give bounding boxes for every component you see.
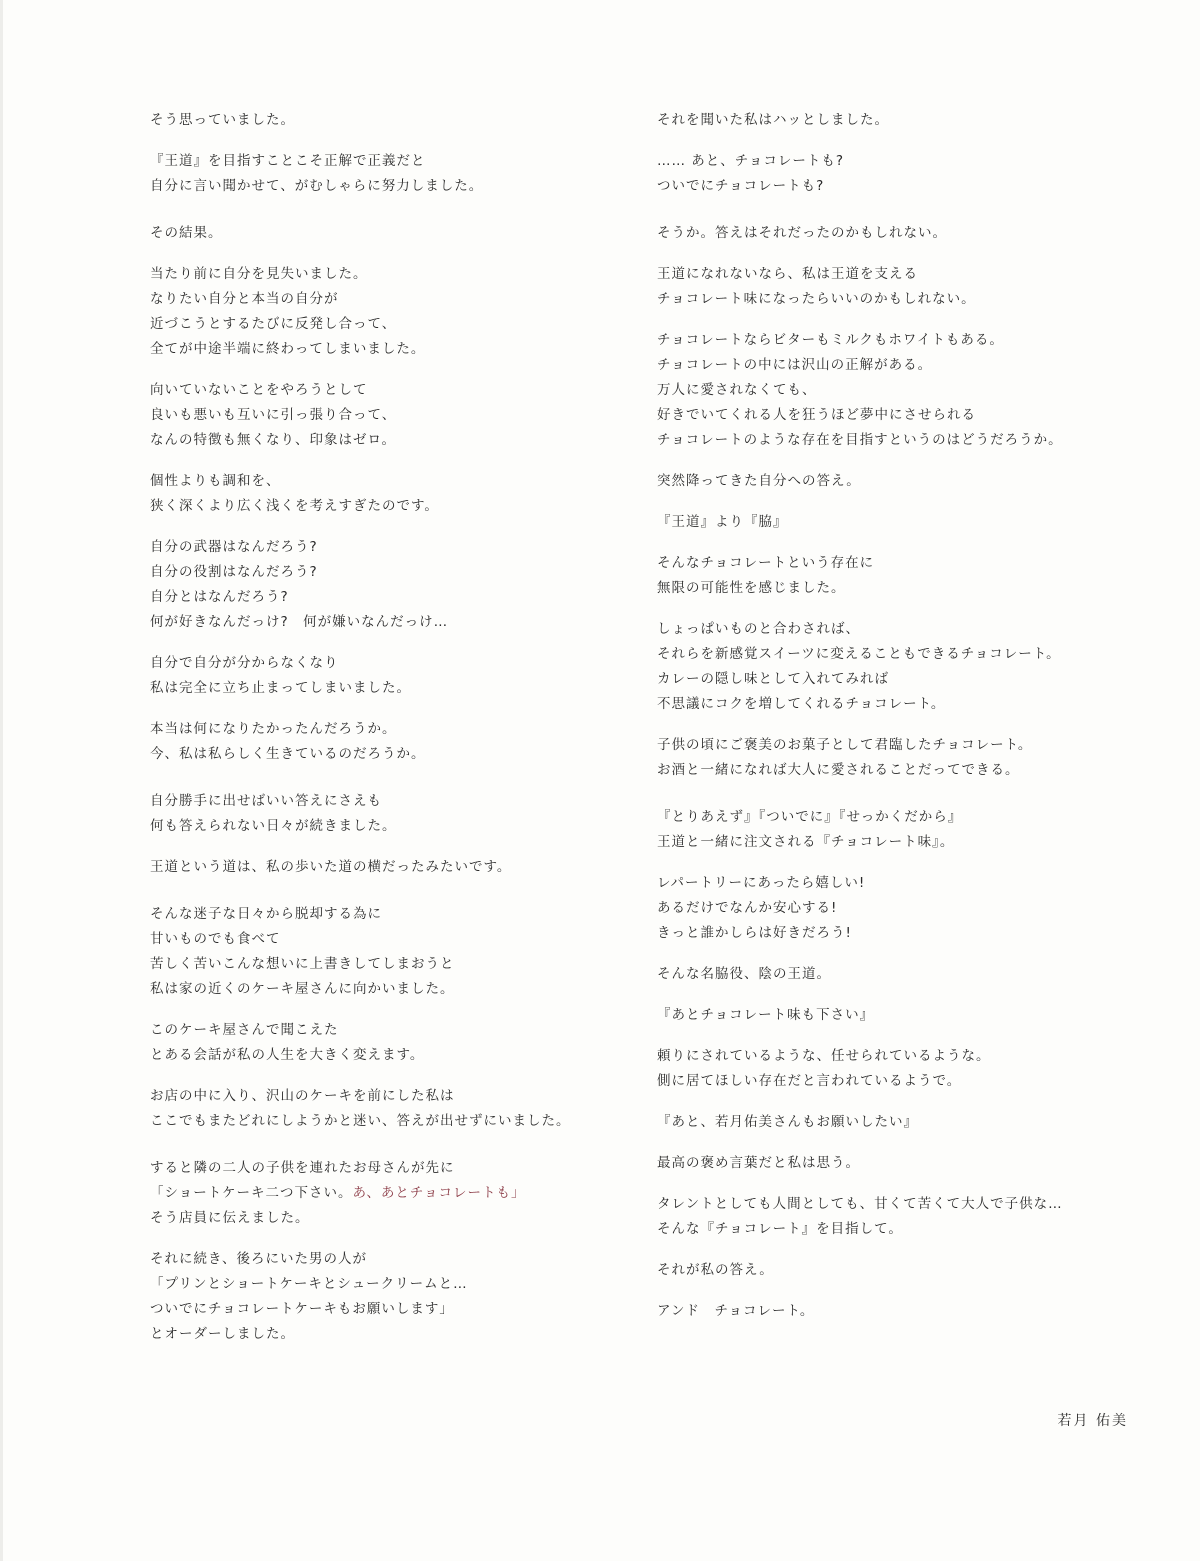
text-line: 「プリンとショートケーキとシュークリームと… (150, 1276, 468, 1292)
paragraph (150, 535, 640, 635)
text-line: チョコレートの中には沢山の正解がある。 (657, 357, 933, 373)
paragraph (657, 328, 1137, 453)
text-line: それに続き、後ろにいた男の人が (150, 1251, 367, 1267)
text-line: 私は完全に立ち止まってしまいました。 (150, 680, 411, 696)
text-line: 『王道』を目指すことこそ正解で正義だと (150, 153, 426, 169)
text-line: ここでもまたどれにしようかと迷い、答えが出せずにいました。 (150, 1113, 571, 1129)
text-line: 向いていないことをやろうとして (150, 382, 368, 398)
text-line: 私は家の近くのケーキ屋さんに向かいました。 (150, 981, 455, 997)
paragraph (657, 262, 1137, 312)
text-line: チョコレートならビターもミルクもホワイトもある。 (657, 332, 1004, 348)
paragraph (150, 855, 640, 880)
text-line: それを聞いた私はハッとしました。 (657, 112, 889, 128)
text-line: 近づこうとするたびに反発し合って、 (150, 316, 397, 332)
paragraph (657, 805, 1137, 855)
text-line: お酒と一緒になれば大人に愛されることだってできる。 (657, 762, 1020, 778)
paragraph (150, 902, 640, 1002)
text-line: チョコレートのような存在を目指すというのはどうだろうか。 (657, 432, 1063, 448)
text-line: 自分で自分が分からなくなり (150, 655, 339, 671)
text-line: 全てが中途半端に終わってしまいました。 (150, 341, 426, 357)
text-line: 『あとチョコレート味も下さい』 (657, 1007, 875, 1023)
text-line: 無限の可能性を感じました。 (657, 580, 846, 596)
text-line: 好きでいてくれる人を狂うほど夢中にさせられる (657, 407, 976, 423)
text-line: チョコレート味になったらいいのかもしれない。 (657, 291, 976, 307)
paragraph (657, 1044, 1137, 1094)
paragraph (150, 378, 640, 453)
paragraph (150, 108, 640, 133)
text-line: 良いも悪いも互いに引っ張り合って、 (150, 407, 397, 423)
text-line: 自分勝手に出せばいい答えにさえも (150, 793, 382, 809)
text-line: とある会話が私の人生を大きく変えます。 (150, 1047, 425, 1063)
text-line: そんなチョコレートという存在に (657, 555, 875, 571)
text-line: それらを新感覚スイーツに変えることもできるチョコレート。 (657, 646, 1061, 662)
paragraph (657, 469, 1137, 494)
paragraph (150, 221, 640, 246)
paragraph (657, 617, 1137, 717)
paragraph (150, 149, 640, 199)
text-line: 自分とはなんだろう? (150, 589, 289, 605)
text-line: 今、私は私らしく生きているのだろうか。 (150, 746, 426, 762)
text-line: アンド チョコレート。 (657, 1303, 815, 1319)
paragraph (150, 262, 640, 362)
paragraph (150, 789, 640, 839)
paragraph (657, 962, 1137, 987)
text-line: きっと誰かしらは好きだろう! (657, 925, 852, 941)
text-line: あるだけでなんか安心する! (657, 900, 838, 916)
text-line: 甘いものでも食べて (150, 931, 281, 947)
text-line: そんな迷子な日々から脱却する為に (150, 906, 382, 922)
paragraph (657, 1192, 1137, 1242)
text-line: 自分の武器はなんだろう? (150, 539, 318, 555)
paragraph (657, 871, 1137, 946)
text-line: 頼りにされているような、任せられているような。 (657, 1048, 991, 1064)
paragraph (657, 149, 1137, 199)
text-line: そうか。答えはそれだったのかもしれない。 (657, 225, 947, 241)
text-line: 不思議にコクを増してくれるチョコレート。 (657, 696, 946, 712)
paragraph (657, 1110, 1137, 1135)
text-line: 自分の役割はなんだろう? (150, 564, 318, 580)
paragraph (150, 469, 640, 519)
paragraph (657, 1151, 1137, 1176)
text-line: 本当は何になりたかったんだろうか。 (150, 721, 397, 737)
paragraph (657, 1299, 1137, 1324)
text-line: 苦しく苦いこんな想いに上書きしてしまおうと (150, 956, 455, 972)
text-line: お店の中に入り、沢山のケーキを前にした私は (150, 1088, 455, 1104)
text-line: 『とりあえず』『ついでに』『せっかくだから』 (657, 809, 963, 825)
left-column (150, 108, 640, 1363)
text-line: 狭く深くより広く浅くを考えすぎたのです。 (150, 498, 439, 514)
text-line: 当たり前に自分を見失いました。 (150, 266, 368, 282)
text-line: レパートリーにあったら嬉しい! (657, 875, 866, 891)
text-line: 王道になれないなら、私は王道を支える (657, 266, 918, 282)
text-line: しょっぱいものと合わされば、 (657, 621, 860, 637)
text-line: その結果。 (150, 225, 223, 241)
paragraph (657, 510, 1137, 535)
text-line: ついでにチョコレートケーキもお願いします」 (150, 1301, 454, 1317)
text-line: このケーキ屋さんで聞こえた (150, 1022, 339, 1038)
text-line: 王道という道は、私の歩いた道の横だったみたいです。 (150, 859, 512, 875)
paragraph (657, 1003, 1137, 1028)
text-line: カレーの隠し味として入れてみれば (657, 671, 889, 687)
highlighted-quote: あ、あとチョコレートも」 (352, 1185, 526, 1201)
text-line: なんの特徴も無くなり、印象はゼロ。 (150, 432, 396, 448)
text-line: 子供の頃にご褒美のお菓子として君臨したチョコレート。 (657, 737, 1033, 753)
page-edge (0, 0, 3, 1561)
text-line: すると隣の二人の子供を連れたお母さんが先に (150, 1160, 455, 1176)
text-line: 側に居てほしい存在だと言われているようで。 (657, 1073, 962, 1089)
text-line: そんな『チョコレート』を目指して。 (657, 1221, 903, 1237)
text-line: 自分に言い聞かせて、がむしゃらに努力しました。 (150, 178, 484, 194)
paragraph (657, 221, 1137, 246)
text-line: …… あと、チョコレートも? (657, 153, 845, 169)
paragraph (657, 1258, 1137, 1283)
text-line: 何が好きなんだっけ? 何が嫌いなんだっけ… (150, 614, 449, 630)
paragraph (150, 1084, 640, 1134)
text-line: 「ショートケーキ二つ下さい。あ、あとチョコレートも」 (150, 1185, 526, 1201)
text-line: 万人に愛されなくても、 (657, 382, 817, 398)
paragraph (150, 1018, 640, 1068)
author-signature: 若月 佑美 (1057, 1413, 1128, 1429)
paragraph (657, 551, 1137, 601)
paragraph (150, 1247, 640, 1347)
text-line: 突然降ってきた自分への答え。 (657, 473, 861, 489)
text-line: そう思っていました。 (150, 112, 295, 128)
text-line: そう店員に伝えました。 (150, 1210, 310, 1226)
text-line: ついでにチョコレートも? (657, 178, 825, 194)
text-line: 『あと、若月佑美さんもお願いしたい』 (657, 1114, 918, 1130)
paragraph (150, 651, 640, 701)
text-line: 最高の褒め言葉だと私は思う。 (657, 1155, 860, 1171)
paragraph (657, 733, 1137, 783)
text-line: そんな名脇役、陰の王道。 (657, 966, 831, 982)
text-line: タレントとしても人間としても、甘くて苦くて大人で子供な… (657, 1196, 1063, 1212)
text-line: とオーダーしました。 (150, 1326, 295, 1342)
right-column (657, 108, 1137, 1340)
text-line: それが私の答え。 (657, 1262, 774, 1278)
paragraph (657, 108, 1137, 133)
text-line: 個性よりも調和を、 (150, 473, 281, 489)
text-line: 『王道』より『脇』 (657, 514, 788, 530)
text-line: なりたい自分と本当の自分が (150, 291, 339, 307)
text-line: 王道と一緒に注文される『チョコレート味』。 (657, 834, 955, 850)
paragraph (150, 717, 640, 767)
paragraph (150, 1156, 640, 1231)
text-line: 何も答えられない日々が続きました。 (150, 818, 397, 834)
